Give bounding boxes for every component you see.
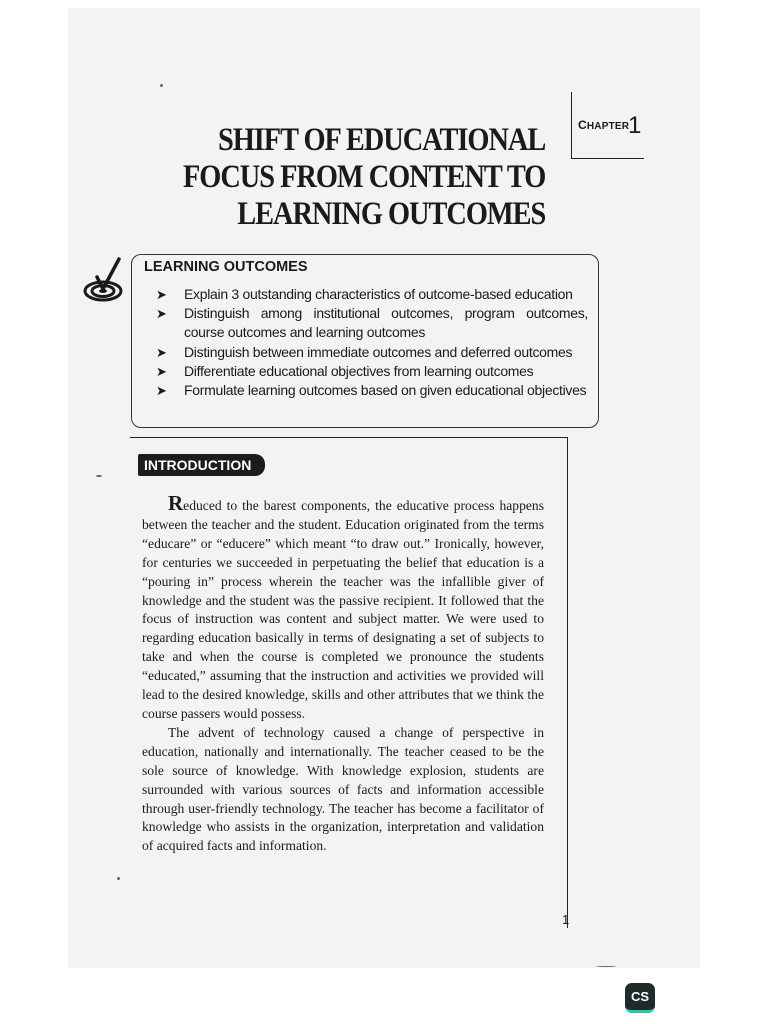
list-item-text: Distinguish among institutional outcomes, program outcomes, course outcomes and learning outcomes [184, 305, 588, 341]
chapter-number: 1 [628, 112, 642, 139]
list-item-text: Differentiate educational objectives from learning outcomes [184, 362, 534, 379]
scan-speck [96, 475, 102, 477]
title-line: FOCUS FROM CONTENT TO [182, 159, 545, 195]
arrow-bullet-icon: ➤ [156, 383, 167, 399]
title-line: SHIFT OF EDUCATIONAL [217, 122, 545, 158]
chapter-title [183, 122, 545, 233]
chapter-label: CHAPTER [578, 118, 630, 132]
list-item [156, 285, 588, 304]
chapter-tag [571, 92, 644, 159]
arrow-bullet-icon: ➤ [156, 344, 167, 360]
introduction-body [142, 491, 544, 856]
chapter-label-rest: HAPTER [586, 121, 630, 132]
learning-outcomes-box [131, 254, 599, 428]
list-item [156, 343, 588, 362]
paragraph: The advent of technology caused a change of perspective in education, nationally and internationally. The teacher ceased to be the sole source of knowledge. With knowledge explosion, students are surrounded with various sources of facts and information accessible through user-friendly technology. The teacher has become a facilitator of knowledge who assists in the organization, interpretation and validation of acquired facts and information. [142, 724, 544, 854]
learning-outcomes-heading: LEARNING OUTCOMES [144, 259, 308, 275]
drop-cap: R [168, 491, 184, 515]
arrow-bullet-icon: ➤ [156, 363, 167, 379]
list-item [156, 304, 588, 342]
list-item-text: Explain 3 outstanding characteristics of outcome-based education [184, 286, 573, 302]
learning-outcomes-list [156, 285, 588, 400]
list-item-text: Formulate learning outcomes based on given educational objectives [184, 382, 587, 399]
arrow-bullet-icon: ➤ [156, 287, 167, 302]
paragraph-text: educed to the barest components, the educative process happens between the teacher and the student. Education originated from the terms “educare” or “educere” which meant “to draw out.” Ironically, however, for centuries we succeeded in perpetuating the belief that education is a “pouring in” process wherein the teacher was the infallible giver of knowledge and the student was the passive recipient. It followed that the focus of instruction was content and subject matter. We were used to regarding education basically in terms of designating a set of subjects to take and when the course is completed we pronounce the students “educated,” assuming that the instruction and activities we provided will lead to the desired knowledge, skills and other attributes that we think the course passers would possess. [142, 498, 544, 721]
target-icon [83, 257, 127, 303]
arrow-bullet-icon: ➤ [156, 306, 167, 322]
scan-speck [596, 966, 616, 967]
paragraph [142, 491, 544, 724]
scan-speck [160, 84, 163, 87]
list-item-text: Distinguish between immediate outcomes and deferred outcomes [184, 343, 573, 360]
page-number: 1 [562, 912, 570, 927]
introduction-badge: INTRODUCTION [138, 454, 265, 476]
title-line: LEARNING OUTCOMES [236, 196, 545, 232]
scan-speck [117, 877, 120, 880]
list-item [156, 362, 588, 381]
list-item [156, 381, 588, 400]
camscanner-logo: CS [625, 983, 655, 1013]
